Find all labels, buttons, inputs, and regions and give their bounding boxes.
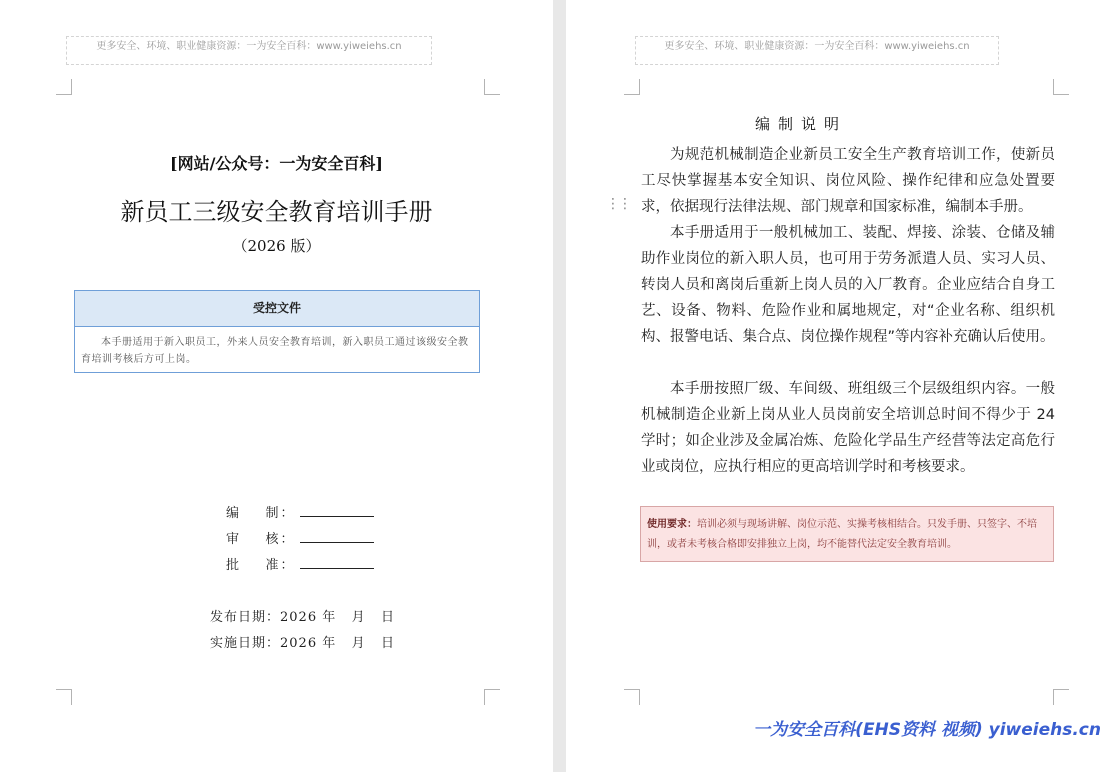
signature-row-approve bbox=[226, 554, 374, 573]
margin-mark-bottom-left bbox=[56, 689, 72, 705]
paragraph-2: 本手册适用于一般机械加工、装配、焊接、涂装、仓储及辅助作业岗位的新入职人员，也可用于劳务派遣人员、实习人员、转岗人员和离岗后重新上岗人员的入厂教育。企业应结合自身工艺、设备、物料、危险作业和属地规定，对“企业名称、组织机构、报警电话、集合点、岗位操作规程”等内容补充确认后使用。 bbox=[641, 225, 1055, 345]
page-header: 更多安全、环境、职业健康资源：一为安全百科：www.yiweiehs.cn bbox=[635, 36, 999, 65]
signature-label: 批 准： bbox=[226, 558, 296, 573]
signature-blank[interactable] bbox=[300, 556, 374, 569]
margin-mark-bottom-right bbox=[484, 689, 500, 705]
controlled-document-text: 本手册适用于新入职员工，外来人员安全教育培训，新入职员工通过该级安全教育培训考核后方可上岗。 bbox=[81, 337, 469, 365]
watermark: 一为安全百科(EHS资料 视频) yiweiehs.cn bbox=[753, 720, 1101, 740]
section-title: 编制说明 bbox=[754, 115, 847, 133]
margin-mark-top-right bbox=[484, 79, 500, 95]
margin-mark-bottom-right bbox=[1053, 689, 1069, 705]
usage-label: 使用要求： bbox=[647, 519, 697, 530]
document-title: 新员工三级安全教育培训手册 bbox=[120, 198, 433, 226]
edition-label: （2026 版） bbox=[232, 237, 321, 255]
signature-blank[interactable] bbox=[300, 504, 374, 517]
paragraph-3: 本手册按照厂级、车间级、班组级三个层级组织内容。一般机械制造企业新上岗从业人员岗前安全培训总时间不得少于 24 学时；如企业涉及金属冶炼、危险化学品生产经营等法定高危行业或岗位，应执行相应的更高培训学时和考核要求。 bbox=[641, 381, 1055, 475]
drag-handle-icon[interactable]: ⋮⋮ bbox=[606, 196, 630, 212]
signature-blank[interactable] bbox=[300, 530, 374, 543]
signature-row-review bbox=[226, 528, 374, 547]
signature-label: 审 核： bbox=[226, 532, 296, 547]
implement-date: 实施日期：2026 年 月 日 bbox=[210, 636, 396, 651]
page-header: 更多安全、环境、职业健康资源：一为安全百科：www.yiweiehs.cn bbox=[66, 36, 432, 65]
margin-mark-top-left bbox=[56, 79, 72, 95]
margin-mark-bottom-left bbox=[624, 689, 640, 705]
signature-label: 编 制： bbox=[226, 506, 296, 521]
publish-date: 发布日期：2026 年 月 日 bbox=[210, 610, 396, 625]
controlled-document-box bbox=[74, 290, 480, 373]
usage-requirements-box bbox=[640, 506, 1054, 562]
cover-page bbox=[0, 0, 553, 772]
margin-mark-top-left bbox=[624, 79, 640, 95]
margin-mark-top-right bbox=[1053, 79, 1069, 95]
site-line: [网站/公众号：一为安全百科] bbox=[170, 154, 383, 173]
signature-row-compile bbox=[226, 502, 374, 521]
paragraph-1: 为规范机械制造企业新员工安全生产教育培训工作，使新员工尽快掌握基本安全知识、岗位风险、操作纪律和应急处置要求，依据现行法律法规、部门规章和国家标准，编制本手册。 bbox=[641, 147, 1055, 215]
usage-text: 培训必须与现场讲解、岗位示范、实操考核相结合。只发手册、只签字、不培训，或者未考核合格即安排独立上岗，均不能替代法定安全教育培训。 bbox=[647, 519, 1037, 550]
controlled-document-heading: 受控文件 bbox=[75, 291, 479, 327]
